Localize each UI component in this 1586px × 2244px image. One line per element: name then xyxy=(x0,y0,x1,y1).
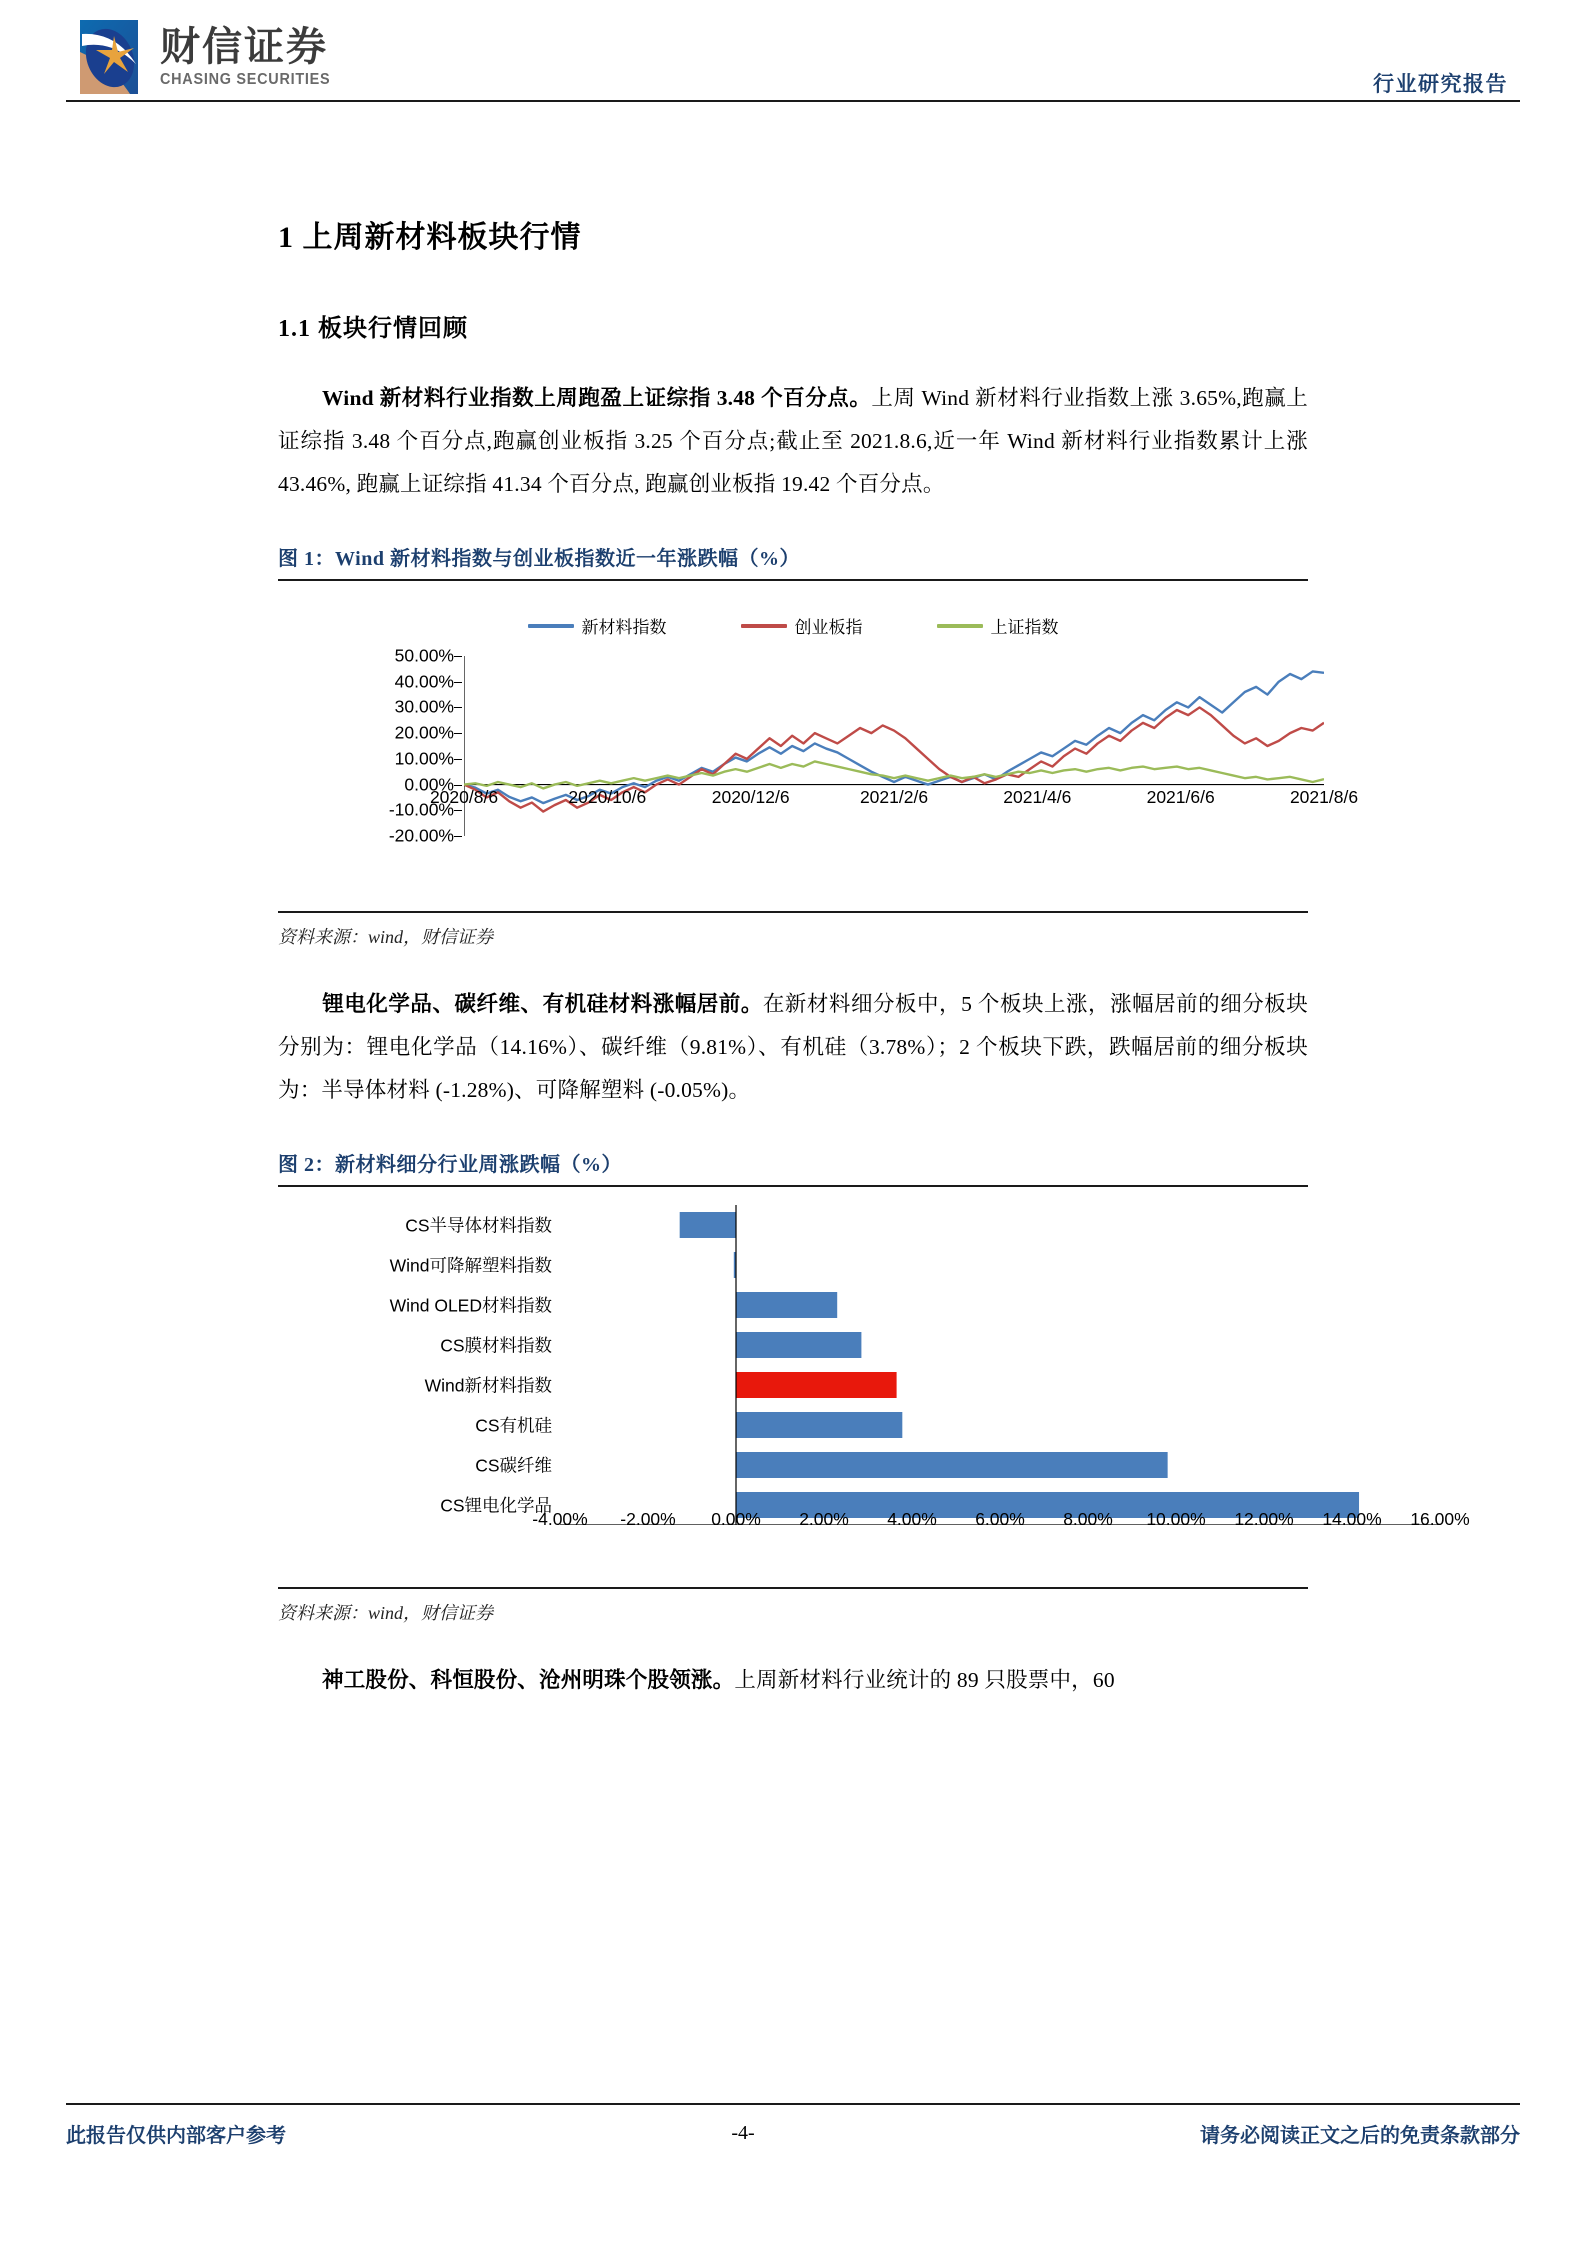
figure-1-y-tickmark-1 xyxy=(454,682,462,683)
page-title: 1 上周新材料板块行情 xyxy=(278,221,582,254)
figure-1-y-tick-6: -10.00% xyxy=(388,799,454,820)
figure-2-bar-0 xyxy=(680,1212,736,1238)
page-content xyxy=(0,212,1586,1702)
subsection-title: 1.1 板块行情回顾 xyxy=(278,316,468,342)
figure-2-category-1: Wind可降解塑料指数 xyxy=(389,1255,552,1276)
legend-swatch-2 xyxy=(937,624,983,628)
figure-1-y-tickmark-3 xyxy=(454,733,462,734)
figure-2-bar-3 xyxy=(736,1332,861,1358)
paragraph-3-rest: 上周新材料行业统计的 89 只股票中，60 xyxy=(734,1668,1115,1692)
figure-2-source: 资料来源：wind，财信证券 xyxy=(278,1587,1308,1625)
legend-item-0 xyxy=(528,613,667,638)
legend-item-1 xyxy=(741,613,863,638)
figure-1-y-tick-2: 30.00% xyxy=(394,696,454,717)
figure-1-source: 资料来源：wind，财信证券 xyxy=(278,911,1308,949)
logo-company-name-en: CHASING SECURITIES xyxy=(160,70,331,88)
figure-2-caption: 图 2：新材料细分行业周涨跌幅（%） xyxy=(278,1148,1308,1187)
figure-1-y-tick-4: 10.00% xyxy=(394,748,454,769)
page-header xyxy=(0,0,1586,140)
footer-left-note: 此报告仅供内部客户参考 xyxy=(66,2125,286,2147)
figure-2-category-0: CS半导体材料指数 xyxy=(405,1215,552,1236)
figure-1-y-axis xyxy=(278,645,454,846)
page-number: -4- xyxy=(731,2122,755,2144)
figure-1-y-tickmark-2 xyxy=(454,707,462,708)
figure-2-x-tick-3: 2.00% xyxy=(799,1509,849,1529)
legend-swatch-1 xyxy=(741,624,787,628)
figure-2-x-tick-6: 8.00% xyxy=(1063,1509,1113,1529)
figure-1-y-tickmark-5 xyxy=(454,785,462,786)
bar-chart-subsector-weekly-change xyxy=(278,1187,1470,1587)
figure-1-x-tick-4: 2021/4/6 xyxy=(1003,786,1072,807)
figure-2-bar-6 xyxy=(736,1452,1168,1478)
figure-1-x-tick-2: 2020/12/6 xyxy=(711,786,790,807)
figure-1-y-tickmark-6 xyxy=(454,810,462,811)
figure-1-caption: 图 1：Wind 新材料指数与创业板指数近一年涨跌幅（%） xyxy=(278,542,1308,581)
legend-label-0: 新材料指数 xyxy=(581,618,667,637)
figure-2-bar-4 xyxy=(736,1372,897,1398)
logo-mark-icon xyxy=(78,18,146,96)
figure-1-y-tickmark-0 xyxy=(454,656,462,657)
figure-2-x-tick-5: 6.00% xyxy=(975,1509,1025,1529)
figure-2-x-tick-2: 0.00% xyxy=(711,1509,761,1529)
figure-2-bar-5 xyxy=(736,1412,902,1438)
figure-1-y-tickmark-7 xyxy=(454,836,462,837)
figure-1-x-tick-5: 2021/6/6 xyxy=(1146,786,1215,807)
figure-1-x-axis xyxy=(429,786,1359,817)
paragraph-1-rest: 上周 Wind 新材料行业指数上涨 3.65%,跑赢上证综指 3.48 个百分点,跑赢创业板指 3.25 个百分点;截止至 2021.8.6,近一年 Wind 新材料行业指数累计上涨 43.46%, 跑赢上证综指 41.34 个百分点, 跑赢创业板指 19.42 个百分点。 xyxy=(278,386,1308,496)
company-logo xyxy=(78,18,343,96)
footer-divider xyxy=(66,2103,1520,2105)
figure-1-y-tick-7: -20.00% xyxy=(388,825,454,846)
figure-2-x-tick-7: 10.00% xyxy=(1146,1509,1206,1529)
line-chart-index-performance xyxy=(278,581,1359,911)
figure-2-x-tick-4: 4.00% xyxy=(887,1509,937,1529)
legend-swatch-0 xyxy=(528,624,574,628)
figure-2-x-tick-0: -4.00% xyxy=(532,1509,588,1529)
paragraph-subsector-gains xyxy=(278,983,1308,1112)
figure-1-legend xyxy=(278,613,1308,638)
figure-1-y-tick-1: 40.00% xyxy=(394,671,454,692)
figure-2-category-6: CS碳纤维 xyxy=(475,1455,552,1476)
figure-1-y-tickmark-4 xyxy=(454,759,462,760)
legend-label-1: 创业板指 xyxy=(794,618,863,637)
logo-company-name-cn: 财信证券 xyxy=(160,24,328,69)
figure-1-x-tick-3: 2021/2/6 xyxy=(859,786,929,807)
figure-2-category-3: CS膜材料指数 xyxy=(440,1335,552,1356)
paragraph-2-lead: 锂电化学品、碳纤维、有机硅材料涨幅居前。 xyxy=(322,992,763,1016)
figure-2-body xyxy=(278,1187,1470,1587)
report-type-label: 行业研究报告 xyxy=(1373,72,1508,96)
page-footer xyxy=(66,2103,1520,2148)
figure-2-category-5: CS有机硅 xyxy=(475,1415,552,1436)
figure-2-x-tick-9: 14.00% xyxy=(1322,1509,1382,1529)
legend-item-2 xyxy=(937,613,1059,638)
figure-1-x-tick-1: 2020/10/6 xyxy=(568,786,647,807)
figure-2-category-2: Wind OLED材料指数 xyxy=(389,1295,552,1316)
figure-2-category-7: CS锂电化学品 xyxy=(440,1495,552,1516)
header-divider xyxy=(66,100,1520,102)
figure-1-y-tick-0: 50.00% xyxy=(394,645,454,666)
paragraph-1-lead: Wind 新材料行业指数上周跑盈上证综指 3.48 个百分点。 xyxy=(322,386,872,410)
paragraph-stock-leaders xyxy=(278,1659,1308,1702)
figure-1-plot-area xyxy=(278,645,1359,891)
paragraph-2-rest: 在新材料细分板中，5 个板块上涨，涨幅居前的细分板块分别为：锂电化学品（14.16%）、碳纤维（9.81%）、有机硅（3.78%）；2 个板块下跌，跌幅居前的细分板块为：半导体材料 (-1.28%)、可降解塑料 (-0.05%)。 xyxy=(278,992,1308,1102)
footer-right-note: 请务必阅读正文之后的免责条款部分 xyxy=(1199,2125,1520,2147)
paragraph-market-review xyxy=(278,377,1308,506)
figure-2-x-tick-10: 16.00% xyxy=(1410,1509,1470,1529)
figure-2-svg xyxy=(560,1205,1440,1525)
figure-2-bar-2 xyxy=(736,1292,837,1318)
figure-2-category-4: Wind新材料指数 xyxy=(424,1375,552,1396)
figure-1-x-tick-6: 2021/8/6 xyxy=(1289,786,1359,807)
figure-1-y-tick-5: 0.00% xyxy=(404,774,454,795)
figure-2-x-tick-8: 12.00% xyxy=(1234,1509,1294,1529)
figure-1-y-tick-3: 20.00% xyxy=(394,722,454,743)
figure-1-body xyxy=(278,581,1359,911)
paragraph-3-lead: 神工股份、科恒股份、沧州明珠个股领涨。 xyxy=(322,1668,735,1692)
legend-label-2: 上证指数 xyxy=(990,618,1059,637)
figure-1-x-tick-0: 2020/8/6 xyxy=(429,786,499,807)
figure-2-x-tick-1: -2.00% xyxy=(620,1509,676,1529)
